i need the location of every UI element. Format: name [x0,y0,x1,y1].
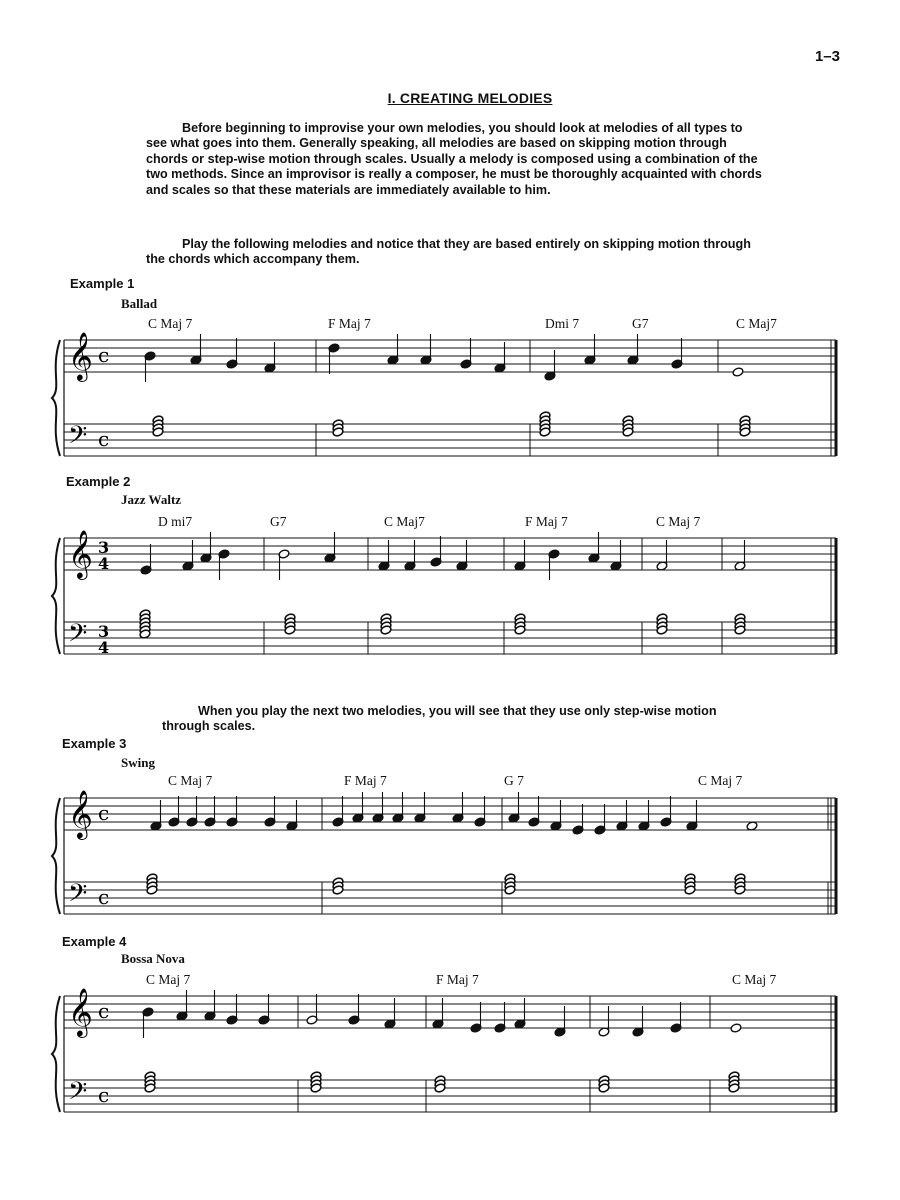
example-1-style: Ballad [121,296,158,311]
note-head [732,367,744,377]
chord-symbol: C Maj 7 [148,316,193,331]
brace [52,340,60,456]
treble-clef-icon: 𝄞 [68,987,93,1036]
time-signature-bottom: 4 [98,638,110,657]
chord-symbol: C Maj7 [736,316,777,331]
brace [52,538,60,654]
page-number: 1–3 [814,48,840,65]
time-signature-top: 3 [98,622,110,641]
example-4-score [0,978,900,1128]
common-time-icon: c [98,801,110,825]
chord-symbol: F Maj 7 [525,514,568,529]
time-signature-bottom: 4 [98,554,110,573]
chord-symbol: F Maj 7 [344,773,387,788]
note-head [730,1023,742,1033]
chord-symbol: C Maj 7 [732,972,777,987]
example-2-score [0,520,900,670]
example-1-score [0,322,900,472]
page-title: I. CREATING MELODIES [387,90,553,106]
chord-symbol: C Maj 7 [168,773,213,788]
chord-symbol: F Maj 7 [436,972,479,987]
example-2-label: Example 2 [66,474,131,489]
example-3-label: Example 3 [62,736,127,751]
common-time-icon: c [98,427,110,451]
treble-clef-icon: 𝄞 [68,789,93,838]
common-time-icon: c [98,999,110,1023]
chord-symbol: C Maj7 [384,514,425,529]
chord-symbol: D mi7 [158,514,193,529]
example-3-score [0,780,900,930]
example-2-style: Jazz Waltz [121,492,182,507]
example-3-style: Swing [121,755,155,770]
treble-clef-icon: 𝄞 [68,529,93,578]
bass-clef-icon: 𝄢 [68,421,88,456]
common-time-icon: c [98,1083,110,1107]
time-signature-top: 3 [98,538,110,557]
skipping-motion-paragraph: Play the following melodies and notice that they are based entirely on skipping motion through the chords which accompany them. [146,237,751,267]
bass-clef-icon: 𝄢 [68,879,88,914]
common-time-icon: c [98,343,110,367]
bass-clef-icon: 𝄢 [68,619,88,654]
chord-symbol: G 7 [504,773,524,788]
chord-symbol: C Maj 7 [698,773,743,788]
brace [52,798,60,914]
example-4-label: Example 4 [62,934,127,949]
chord-symbol: F Maj 7 [328,316,371,331]
chord-symbol: C Maj 7 [656,514,701,529]
bass-clef-icon: 𝄢 [68,1077,88,1112]
brace [52,996,60,1112]
intro-paragraph: Before beginning to improvise your own melodies, you should look at melodies of all types to see what goes into them. Generally speaking, all melodies are based on skipping motion through chords or step-wise motion through scales. Usually a melody is composed using a combination of the two methods. Since an improvisor is really a composer, he must be thoroughly acquainted with chords and scales so that these materials are immediately available to him. [146,121,762,197]
chord-symbol: C Maj 7 [146,972,191,987]
example-4-style: Bossa Nova [121,951,185,966]
example-1-label: Example 1 [70,276,135,291]
step-wise-paragraph: When you play the next two melodies, you will see that they use only step-wise motion through scales. [162,704,717,734]
chord-symbol: Dmi 7 [545,316,580,331]
chord-symbol: G7 [632,316,649,331]
treble-clef-icon: 𝄞 [68,331,93,380]
chord-symbol: G7 [270,514,287,529]
common-time-icon: c [98,885,110,909]
